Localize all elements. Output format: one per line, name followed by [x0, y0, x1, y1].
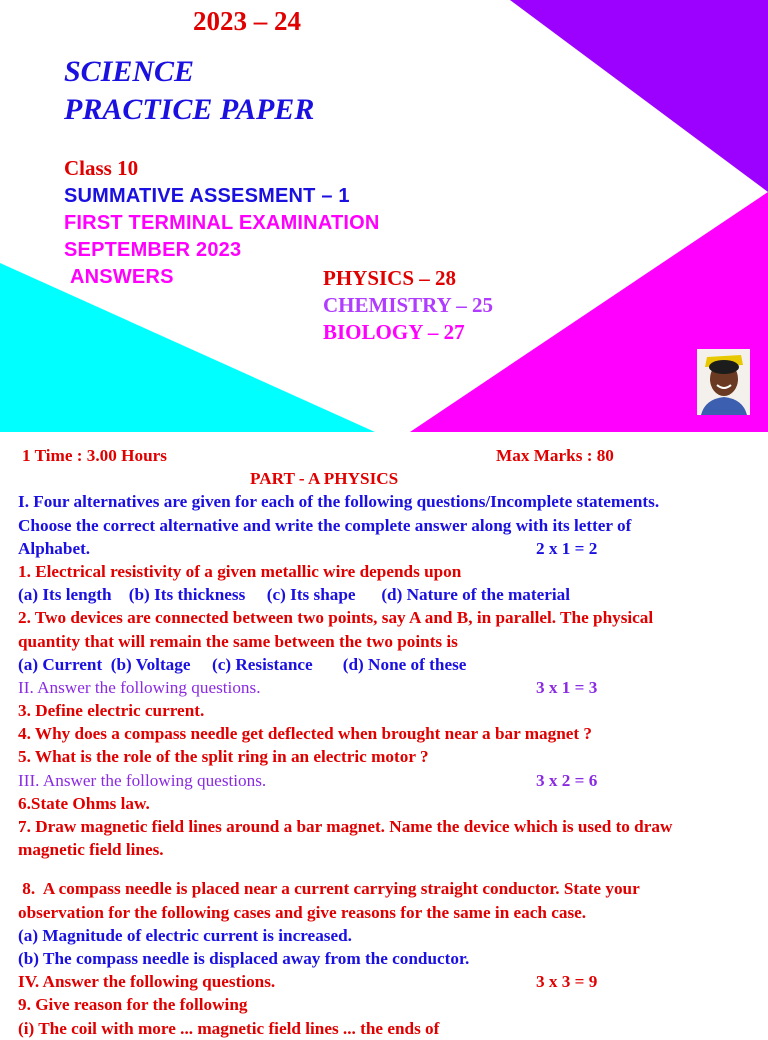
year: 2023 – 24 [193, 6, 301, 36]
question-1-options: (a) Its length (b) Its thickness (c) Its shape (d) Nature of the material [18, 585, 571, 605]
question-6: 6.State Ohms law. [18, 793, 150, 813]
question-7-line1: 7. Draw magnetic field lines around a bar magnet. Name the device which is used to draw [18, 817, 673, 836]
answers-label: ANSWERS [70, 266, 174, 288]
section2-text: II. Answer the following questions. [18, 677, 261, 697]
section4-heading [18, 970, 758, 993]
section1-line3 [18, 537, 758, 560]
section2-heading [18, 676, 758, 699]
question-paper [18, 444, 758, 1040]
section1-marks: 2 x 1 = 2 [536, 538, 598, 558]
assessment-label: SUMMATIVE ASSESMENT – 1 [64, 185, 350, 207]
cyan-triangle [0, 263, 375, 432]
section3-marks: 3 x 2 = 6 [536, 770, 598, 790]
question-8-b: (b) The compass needle is displaced away from the conductor. [18, 948, 470, 968]
question-5: 5. What is the role of the split ring in an electric motor ? [18, 747, 429, 767]
month-label: SEPTEMBER 2023 [64, 239, 242, 261]
question-8-line2: observation for the following cases and give reasons for the same in each case. [18, 902, 587, 922]
question-4: 4. Why does a compass needle get deflected when brought near a bar magnet ? [18, 724, 593, 744]
time-label: 1 Time : 3.00 Hours [22, 446, 167, 465]
section3-text: III. Answer the following questions. [18, 770, 267, 790]
question-8-line1: 8. A compass needle is placed near a current carrying straight conductor. State your [18, 879, 640, 899]
question-9: 9. Give reason for the following [18, 995, 248, 1015]
question-2-line1: 2. Two devices are connected between two points, say A and B, in parallel. The physical [18, 608, 654, 628]
physics-marks: PHYSICS – 28 [323, 266, 457, 290]
title-science: SCIENCE [64, 55, 195, 88]
question-2-options: (a) Current (b) Voltage (c) Resistance (d) None of these [18, 654, 467, 674]
spacer [18, 861, 758, 877]
question-3: 3. Define electric current. [18, 701, 205, 721]
section1-line1: I. Four alternatives are given for each of the following questions/Incomplete statements. [18, 492, 660, 512]
section3-heading [18, 769, 758, 792]
question-8-a: (a) Magnitude of electric current is increased. [18, 925, 352, 945]
section4-text: IV. Answer the following questions. [18, 972, 276, 992]
author-photo [697, 349, 750, 415]
time-line [18, 444, 758, 467]
question-1: 1. Electrical resistivity of a given metallic wire depends upon [18, 561, 462, 581]
section4-marks: 3 x 3 = 9 [536, 972, 598, 992]
question-2-line2: quantity that will remain the same between the two points is [18, 631, 458, 651]
chemistry-marks: CHEMISTRY – 25 [323, 293, 493, 317]
part-heading [18, 467, 758, 490]
max-marks-label: Max Marks : 80 [496, 446, 614, 465]
section2-marks: 3 x 1 = 3 [536, 677, 598, 697]
class-label: Class 10 [64, 156, 139, 180]
question-7-line2: magnetic field lines. [18, 840, 164, 860]
biology-marks: BIOLOGY – 27 [323, 320, 465, 344]
part-title: PART - A PHYSICS [250, 469, 399, 489]
section1-line2: Choose the correct alternative and write the complete answer along with its letter of [18, 515, 632, 535]
exam-label: FIRST TERMINAL EXAMINATION [64, 212, 380, 234]
section1-text: Alphabet. [18, 538, 91, 558]
purple-triangle [510, 0, 768, 192]
title-practice-paper: PRACTICE PAPER [64, 93, 315, 126]
cover-page [0, 0, 768, 432]
question-9-i: (i) The coil with more ... magnetic field lines ... the ends of [18, 1018, 440, 1038]
